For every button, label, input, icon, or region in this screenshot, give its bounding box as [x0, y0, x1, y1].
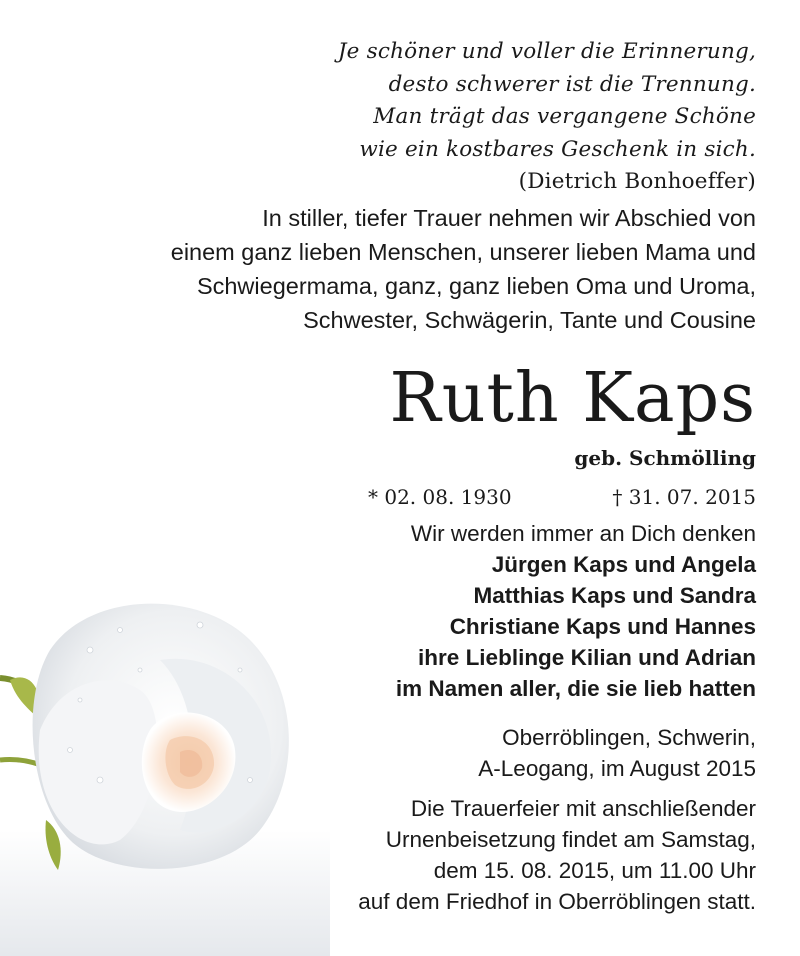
quote-line: Je schöner und voller die Erinnerung,: [337, 39, 756, 64]
quote-author: (Dietrich Bonhoeffer): [518, 169, 756, 194]
mourner-name: Christiane Kaps und Hannes: [449, 614, 756, 639]
deceased-name: Ruth Kaps: [389, 359, 756, 438]
death-date: † 31. 07. 2015: [612, 485, 756, 509]
intro-line: Schwiegermama, ganz, ganz lieben Oma und Uroma,: [196, 273, 756, 299]
mourner-name: Jürgen Kaps und Angela: [491, 552, 756, 577]
ceremony-line: dem 15. 08. 2015, um 11.00 Uhr: [433, 858, 756, 883]
ceremony-line: Urnenbeisetzung findet am Samstag,: [385, 827, 756, 852]
intro-line: In stiller, tiefer Trauer nehmen wir Abschied von: [262, 205, 756, 231]
intro-line: Schwester, Schwägerin, Tante und Cousine: [303, 307, 756, 333]
intro-line: einem ganz lieben Menschen, unserer lieben Mama und: [170, 239, 756, 265]
mourner-name: ihre Lieblinge Kilian und Adrian: [418, 645, 756, 670]
place-and-date: [478, 722, 756, 784]
mourner-name: Matthias Kaps und Sandra: [473, 583, 756, 608]
quote-line: desto schwerer ist die Trennung.: [388, 71, 756, 97]
place-line: A-Leogang, im August 2015: [478, 756, 756, 781]
ceremony-line: Die Trauerfeier mit anschließender: [410, 796, 756, 821]
birth-name: geb. Schmölling: [574, 446, 756, 470]
mourners: [196, 518, 756, 704]
quote: [338, 36, 756, 199]
birth-date: * 02. 08. 1930: [368, 485, 512, 509]
funeral-info: [236, 793, 756, 917]
quote-line: wie ein kostbares Geschenk in sich.: [359, 136, 756, 162]
mourners-intro: Wir werden immer an Dich denken: [410, 521, 756, 546]
mourner-name: im Namen aller, die sie lieb hatten: [395, 676, 756, 701]
quote-line: Man trägt das vergangene Schöne: [373, 104, 756, 129]
place-line: Oberröblingen, Schwerin,: [502, 725, 756, 750]
mourning-intro: [0, 201, 756, 337]
ceremony-line: auf dem Friedhof in Oberröblingen statt.: [358, 889, 756, 914]
